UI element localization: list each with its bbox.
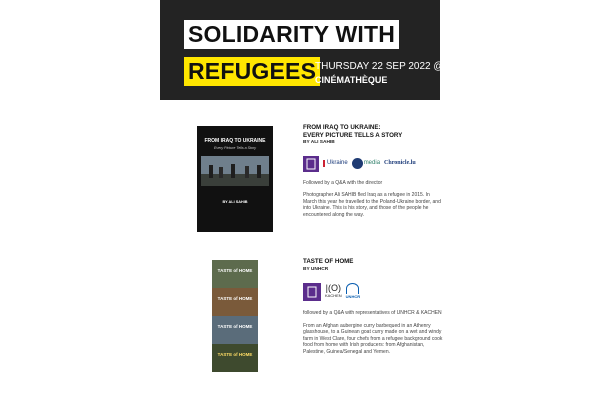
sponsor-logos xyxy=(303,156,443,172)
media-logo: media xyxy=(352,158,380,169)
poster-label: TASTE of HOME xyxy=(217,296,253,301)
film-title: FROM IRAQ TO UKRAINE: xyxy=(303,124,381,131)
film-poster-iraq-ukraine xyxy=(197,126,273,232)
poster-label: TASTE of HOME xyxy=(217,268,253,273)
film-section-taste-of-home xyxy=(303,258,443,361)
unhcr-emblem-icon xyxy=(346,283,359,294)
film-title-line-2: EVERY PICTURE TELLS A STORY xyxy=(303,131,403,139)
ukraine-logo: Ukraine xyxy=(323,160,348,167)
film-description: From an Afghan aubergine curry barbequed in an Athenry glasshouse, to a Guinean goat curry made on a wet and windy farm in West Clare, four chefs from a refugee background cook food from home with Irish producers: from Afghanistan, Palestine, Guinea/Senegal and Yemen. xyxy=(303,322,443,355)
unhcr-logo: UNHCR xyxy=(346,283,360,301)
poster-panel xyxy=(212,344,258,372)
sponsor-logos xyxy=(303,282,443,302)
poster-label: TASTE of HOME xyxy=(217,352,253,357)
poster-panel xyxy=(212,288,258,316)
globe-icon xyxy=(352,158,363,169)
film-followed-by: Followed by a Q&A with the director xyxy=(303,179,383,186)
chronicle-logo: Chronicle.lu xyxy=(384,160,416,167)
film-description: Photographer Ali SAHIB fled Iraq as a refugee in 2015. In March this year he travelled to the Poland-Ukraine border, and into Ukraine. This is his story, and those of the people he encountered along the way. xyxy=(303,192,441,218)
event-title-line-2: REFUGEES xyxy=(184,57,320,86)
ireland-crest-icon xyxy=(303,156,319,172)
kachen-logo: |(O) KACHEN xyxy=(325,283,342,299)
film-poster-taste-of-home xyxy=(212,260,258,372)
poster-panel xyxy=(212,316,258,344)
event-title-line-1: SOLIDARITY WITH xyxy=(184,20,399,49)
film-title: TASTE OF HOME xyxy=(303,258,354,265)
poster-author: BY ALI SAHIB xyxy=(222,200,248,204)
event-venue: CINÉMATHÈQUE xyxy=(315,75,388,85)
event-header xyxy=(160,0,472,100)
film-director: BY ALI SAHIB xyxy=(303,140,335,145)
film-director: BY UNHCR xyxy=(303,266,329,272)
ireland-crest-icon xyxy=(303,283,321,301)
event-date: THURSDAY 22 SEP 2022 @ 19:00 xyxy=(315,61,472,72)
film-section-iraq-ukraine xyxy=(303,124,443,224)
poster-title: FROM IRAQ TO UKRAINE xyxy=(204,138,266,144)
poster-photo xyxy=(201,156,269,186)
poster-panel xyxy=(212,260,258,288)
kachen-mark-icon: |(O) xyxy=(325,283,341,294)
poster-subtitle: Every Picture Tells a Story xyxy=(213,146,256,150)
film-followed-by: followed by a Q&A with representatives of UNHCR & KACHEN xyxy=(303,310,442,316)
poster-label: TASTE of HOME xyxy=(217,324,253,329)
